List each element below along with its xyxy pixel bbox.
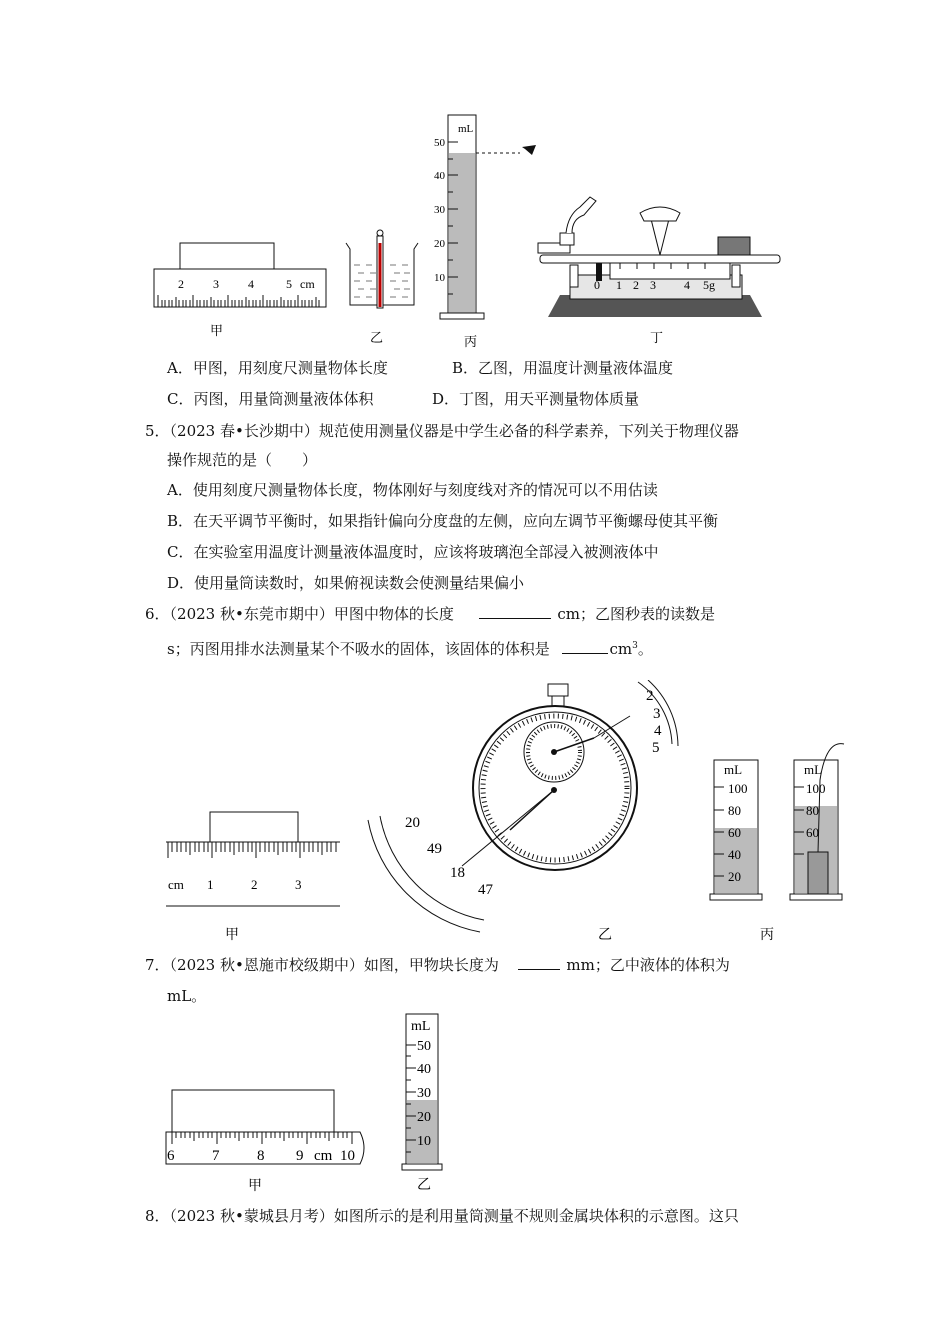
q4-option-a: A．甲图，用刻度尺测量物体长度 <box>167 359 388 377</box>
stopwatch-fig-yi <box>368 680 678 932</box>
q7-stem-a: 7．（2023 秋•恩施市校级期中）如图，甲物块长度为 <box>145 956 499 974</box>
figure-row-3 <box>160 1010 460 1200</box>
cylinder-label: 60 <box>728 825 741 840</box>
dial-label: 49 <box>427 841 442 857</box>
balance-scale-label: 3 <box>650 278 656 292</box>
ruler-label: 2 <box>178 277 184 291</box>
caption-yi-2: 乙 <box>598 928 612 943</box>
cylinder-unit: mL <box>724 762 743 777</box>
q4-option-d: D．丁图，用天平测量物体质量 <box>432 390 640 408</box>
q6-stem-c: s；丙图用排水法测量某个不吸水的固体，该固体的体积是 <box>167 640 550 658</box>
figure-row-2 <box>150 680 860 950</box>
cylinder-label: 50 <box>434 137 445 149</box>
cylinder-label: 80 <box>728 803 741 818</box>
ruler-label: 9 <box>296 1148 304 1164</box>
dial-label: 2 <box>646 688 654 704</box>
ruler-label: 3 <box>295 877 302 892</box>
ruler-label: 2 <box>251 877 258 892</box>
q6-stem-b: cm；乙图秒表的读数是 <box>557 605 716 623</box>
beaker-fig-yi <box>346 230 418 308</box>
cylinder-label: 20 <box>434 238 445 250</box>
q7-stem-b: mm；乙中液体的体积为 <box>566 956 730 974</box>
balance-scale-label: 0 <box>594 278 600 292</box>
cylinder-label: 100 <box>728 781 748 796</box>
caption-yi-3: 乙 <box>417 1178 431 1193</box>
caption-ding: 丁 <box>650 330 664 345</box>
cylinder-label: 10 <box>434 272 445 284</box>
q5-stem-line2: 操作规范的是（ ） <box>167 451 318 469</box>
cylinder-unit: mL <box>411 1019 431 1034</box>
dial-label: 4 <box>654 723 662 739</box>
q6-unit: cm <box>609 640 633 658</box>
cylinder-label: 40 <box>434 170 445 182</box>
q8-stem-line1: 8．（2023 秋•蒙城县月考）如图所示的是利用量筒测量不规则金属块体积的示意图。这只 <box>145 1207 739 1225</box>
q5-option-b: B．在天平调节平衡时，如果指针偏向分度盘的左侧，应向左调节平衡螺母使其平衡 <box>167 512 719 530</box>
cylinder-label: 40 <box>417 1062 431 1077</box>
balance-scale-label: 5g <box>703 278 715 292</box>
q7-blank-length[interactable] <box>518 955 560 970</box>
q6-unit-sup: 3 <box>632 641 638 651</box>
caption-bing: 丙 <box>464 334 478 349</box>
q6-blank-volume[interactable] <box>562 639 608 654</box>
cylinder-unit: mL <box>804 762 823 777</box>
q5-option-c: C．在实验室用温度计测量液体温度时，应该将玻璃泡全部浸入被测液体中 <box>167 543 659 561</box>
ruler-label: 8 <box>257 1148 265 1164</box>
cylinder-label: 60 <box>806 825 819 840</box>
cylinder-label: 50 <box>417 1039 431 1054</box>
q4-option-b: B．乙图，用温度计测量液体温度 <box>452 359 674 377</box>
dial-label: 3 <box>653 706 661 722</box>
ruler-fig-jia <box>154 243 326 307</box>
caption-jia: 甲 <box>210 323 224 338</box>
cylinder-label: 30 <box>434 204 445 216</box>
q7-line2: mL。 <box>167 987 207 1005</box>
ruler-unit: cm <box>314 1148 333 1164</box>
cylinder-label: 100 <box>806 781 826 796</box>
ruler-fig-jia-2 <box>166 812 340 906</box>
cylinder-label: 20 <box>417 1110 431 1125</box>
ruler-fig-jia-3 <box>166 1090 364 1164</box>
q6-line2 <box>167 636 653 659</box>
balance-scale-label: 2 <box>633 278 639 292</box>
caption-bing-2: 丙 <box>760 928 774 943</box>
caption-jia-3: 甲 <box>248 1179 262 1194</box>
balance-fig-ding <box>538 197 780 317</box>
cylinder-fig-yi-3 <box>402 1014 442 1170</box>
q6-end: 。 <box>637 640 653 658</box>
balance-scale-label: 4 <box>684 278 690 292</box>
q5-option-d: D．使用量筒读数时，如果俯视读数会使测量结果偏小 <box>167 574 525 592</box>
ruler-label: 5 <box>286 277 292 291</box>
q7-line1 <box>145 955 730 975</box>
cylinder-label: 40 <box>728 847 741 862</box>
ruler-label: 7 <box>212 1148 220 1164</box>
dial-label: 18 <box>450 865 465 881</box>
ruler-unit: cm <box>300 277 315 291</box>
cylinder-fig-bing <box>434 115 536 319</box>
dial-label: 20 <box>405 815 420 831</box>
ruler-label: 10 <box>340 1148 355 1164</box>
figure-row-1 <box>140 105 800 355</box>
balance-scale-label: 1 <box>616 278 622 292</box>
dial-label: 5 <box>652 740 660 756</box>
ruler-label: 6 <box>167 1148 175 1164</box>
cylinders-fig-bing <box>710 744 844 900</box>
cylinder-label: 80 <box>806 803 819 818</box>
cylinder-unit: mL <box>458 123 474 135</box>
q5-stem-line1: 5．（2023 春•长沙期中）规范使用测量仪器是中学生必备的科学素养，下列关于物理仪器 <box>145 422 739 440</box>
q6-blank-length[interactable] <box>479 604 551 619</box>
q6-stem-a: 6．（2023 秋•东莞市期中）甲图中物体的长度 <box>145 605 454 623</box>
cylinder-label: 20 <box>728 869 741 884</box>
q6-line1 <box>145 604 715 624</box>
cylinder-label: 30 <box>417 1086 431 1101</box>
ruler-unit: cm <box>168 877 184 892</box>
caption-jia-2: 甲 <box>225 928 239 943</box>
q5-option-a: A．使用刻度尺测量物体长度，物体刚好与刻度线对齐的情况可以不用估读 <box>167 481 658 499</box>
q4-option-c: C．丙图，用量筒测量液体体积 <box>167 390 374 408</box>
ruler-label: 3 <box>213 277 219 291</box>
dial-label: 47 <box>478 882 493 898</box>
cylinder-label: 10 <box>417 1134 431 1149</box>
caption-yi: 乙 <box>370 330 384 345</box>
ruler-label: 4 <box>248 277 254 291</box>
ruler-label: 1 <box>207 877 214 892</box>
